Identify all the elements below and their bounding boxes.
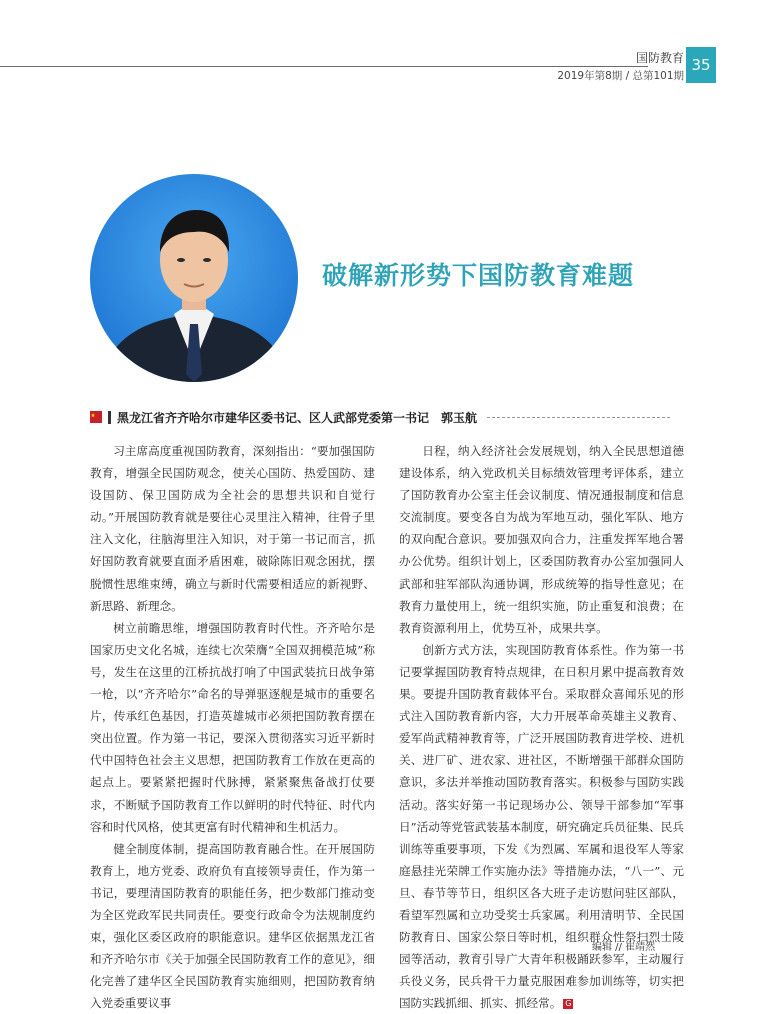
issue-info: 2019年第8期 / 总第101期	[557, 70, 684, 82]
header-rule	[0, 66, 648, 67]
paragraph: 日程，纳入经济社会发展规划，纳入全民思想道德建设体系，纳入党政机关目标绩效管理考评体系，建立了国防教育办公室主任会议制度、情况通报制度和信息交流制度。要变各自为战为军地互动，强化军队、地方的双向配合意识。要加强双向合力，注重发挥军地合署办公优势。组织计划上，区委国防教育办公室加强同人武部和驻军部队沟通协调，形成统筹的指导性意见；在教育力量使用上，统一组织实施，防止重复和浪费；在教育资源利用上，优势互补，成果共享。	[399, 444, 684, 635]
author-byline: 黑龙江省齐齐哈尔市建华区委书记、区人武部党委第一书记 郭玉航	[117, 410, 478, 425]
byline-rule	[487, 417, 670, 418]
divider-bar	[108, 411, 111, 424]
paragraph: 树立前瞻思维，增强国防教育时代性。齐齐哈尔是国家历史文化名城，连续七次荣膺“全国双拥模范城”称号，发生在这里的江桥抗战打响了中国武装抗日战争第一枪，以“齐齐哈尔”命名的导弹驱逐舰是城市的重要名片，传承红色基因，打造英雄城市必须把国防教育摆在突出位置。作为第一书记，要深入贯彻落实习近平新时代中国特色社会主义思想，把国防教育工作放在更高的起点上。要紧紧把握时代脉搏，紧紧聚焦备战打仗要求，不断赋予国防教育工作以鲜明的时代特征、时代内容和时代风格，使其更富有时代精神和生机活力。	[90, 620, 375, 834]
paragraph-text: 创新方式方法，实现国防教育体系性。作为第一书记要掌握国防教育特点规律，在日积月累中提高教育效果。要提升国防教育载体平台。采取群众喜闻乐见的形式注入国防教育新内容，大力开展革命英雄主义教育、爱军尚武精神教育等，广泛开展国防教育进学校、进机关、进厂矿、进农家、进社区，不断增强干部群众国防意识，多法并举推动国防教育落实。积极参与国防实践活动。落实好第一书记现场办公、领导干部参加“军事日”活动等党管武装基本制度，研究确定兵员征集、民兵训练等重要事项，下发《为烈属、军属和退役军人等家庭悬挂光荣牌工作实施办法》等措施办法，“八一”、元旦、春节等节日，组织区各大班子走访慰问驻区部队，看望军烈属和立功受奖士兵家属。利用清明节、全民国防教育日、国家公祭日等时机，组织群众性祭扫烈士陵园等活动，教育引导广大青年积极踊跃参军，主动履行兵役义务，民兵骨干力量克服困难参加训练等，切实把国防实践抓细、抓实、抓经常。	[399, 642, 684, 1011]
paragraph: 健全制度体制，提高国防教育融合性。在开展国防教育上，地方党委、政府负有直接领导责任，作为第一书记，要理清国防教育的职能任务，把少数部门推动变为全区党政军民共同责任。要变行政命令为法规制度约束，强化区委区政府的职能意识。建华区依据黑龙江省和齐齐哈尔市《关于加强全民国防教育工作的意见》，细化完善了建华区全民国防教育实施细则，把国防教育纳入党委重要议事	[90, 841, 375, 1011]
author-portrait	[90, 174, 298, 382]
paragraph	[399, 639, 684, 1014]
china-flag-icon	[90, 411, 102, 423]
editor-credit: 编辑 // 崔靖然	[592, 942, 656, 953]
article-title: 破解新形势下国防教育难题	[322, 261, 635, 290]
magazine-name: 国防教育	[635, 51, 684, 65]
author-line	[90, 408, 670, 426]
end-mark-icon: G	[565, 999, 572, 1009]
page-number: 35	[686, 47, 716, 83]
body-column-right	[399, 440, 684, 1014]
body-column-left	[90, 440, 375, 1014]
paragraph: 习主席高度重视国防教育，深刻指出：“要加强国防教育，增强全民国防观念，使关心国防、热爱国防、建设国防、保卫国防成为全社会的思想共识和自觉行动。”开展国防教育就是要往心灵里注入精神，往骨子里注入文化，往脑海里注入知识，对于第一书记而言，抓好国防教育就要直面矛盾困难，破除陈旧观念困扰，摆脱惯性思维束缚，确立与新时代需要相适应的新视野、新思路、新理念。	[90, 444, 375, 613]
